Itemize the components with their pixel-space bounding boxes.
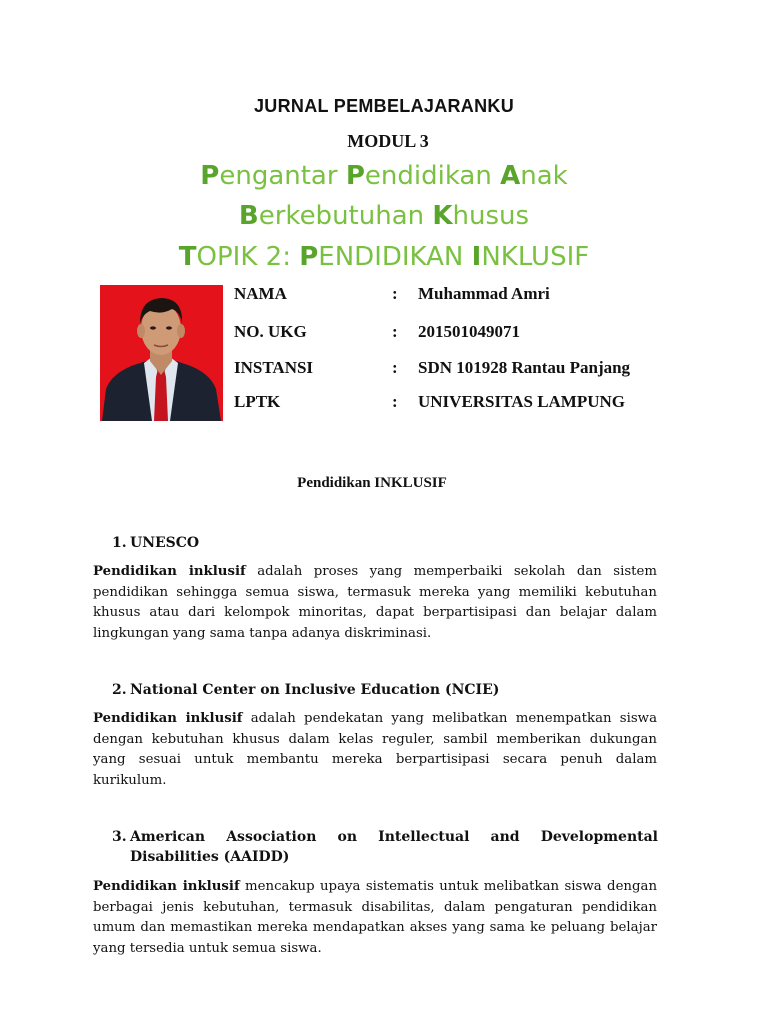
list-number: 3.: [112, 829, 127, 845]
source-name: American Association on Intellectual and Developmental Disabilities (AAIDD): [130, 829, 658, 865]
info-colon: :: [392, 392, 398, 411]
defined-term: Pendidikan inklusif: [93, 564, 246, 579]
title-rest: engantar: [219, 161, 346, 191]
course-title-line-1: [0, 161, 768, 191]
title-rest: endidikan: [364, 161, 501, 191]
info-value: UNIVERSITAS LAMPUNG: [418, 392, 626, 411]
definition-paragraph: [93, 709, 657, 791]
info-row-ukg: [234, 322, 664, 346]
list-number: 1.: [112, 535, 127, 551]
profile-photo: [100, 285, 223, 421]
definition-text: mencakup upaya sistematis untuk melibatkan siswa dengan berbagai jenis kebutuhan, termasuk disabilitas, dalam pengaturan pendidikan umum dan memastikan mereka mendapatkan akses yang sama ke peluang belajar yang tersedia untuk semua siswa.: [93, 879, 658, 956]
title-rest: NKLUSIF: [481, 242, 590, 272]
definition-source-heading: [112, 680, 658, 700]
title-rest: husus: [452, 201, 530, 231]
title-rest: ENDIDIKAN: [318, 242, 472, 272]
info-value: 201501049071: [418, 322, 520, 341]
info-value: SDN 101928 Rantau Panjang: [418, 358, 631, 377]
definition-source-heading: [112, 827, 658, 867]
person-portrait: [100, 285, 223, 421]
journal-title: JURNAL PEMBELAJARANKU: [254, 96, 514, 116]
title-initial: T: [178, 242, 197, 272]
info-label: NAMA: [234, 284, 287, 303]
list-number: 2.: [112, 682, 127, 698]
title-rest: erkebutuhan: [258, 201, 433, 231]
info-row-instansi: [234, 358, 664, 382]
definition-paragraph: [93, 562, 657, 644]
definition-source-heading: [112, 533, 658, 553]
title-rest: OPIK 2:: [196, 242, 300, 272]
info-colon: :: [392, 322, 398, 341]
title-initial: P: [345, 161, 365, 191]
source-name: National Center on Inclusive Education (NCIE): [130, 682, 500, 698]
info-label: NO. UKG: [234, 322, 307, 341]
section-title: Pendidikan INKLUSIF: [297, 475, 447, 491]
title-initial: B: [238, 201, 259, 231]
definition-paragraph: [93, 877, 657, 959]
title-initial: A: [500, 161, 521, 191]
topic-title: [0, 242, 768, 272]
module-title: MODUL 3: [347, 131, 429, 151]
source-name: UNESCO: [130, 535, 200, 551]
title-initial: P: [200, 161, 220, 191]
info-colon: :: [392, 284, 398, 303]
info-label: INSTANSI: [234, 358, 314, 377]
info-row-name: [234, 284, 664, 308]
title-rest: nak: [520, 161, 568, 191]
info-label: LPTK: [234, 392, 281, 411]
course-title-line-2: [0, 201, 768, 231]
definition-text: adalah proses yang memperbaiki sekolah dan sistem pendidikan sehingga semua siswa, termasuk mereka yang memiliki kebutuhan khusus atau dari kelompok minoritas, dapat berpartisipasi dan belajar dalam lingkungan yang sama tanpa adanya diskriminasi.: [93, 564, 657, 641]
info-value: Muhammad Amri: [418, 284, 550, 303]
defined-term: Pendidikan inklusif: [93, 879, 240, 894]
defined-term: Pendidikan inklusif: [93, 711, 243, 726]
info-colon: :: [392, 358, 398, 377]
title-initial: K: [432, 201, 453, 231]
definition-text: adalah pendekatan yang melibatkan menempatkan siswa dengan kebutuhan khusus dalam kelas reguler, sambil memberikan dukungan yang sesuai untuk membantu mereka berpartisipasi secara penuh dalam kurikulum.: [93, 711, 657, 788]
title-initial: P: [299, 242, 319, 272]
info-row-lptk: [234, 392, 664, 416]
title-initial: I: [471, 242, 482, 272]
